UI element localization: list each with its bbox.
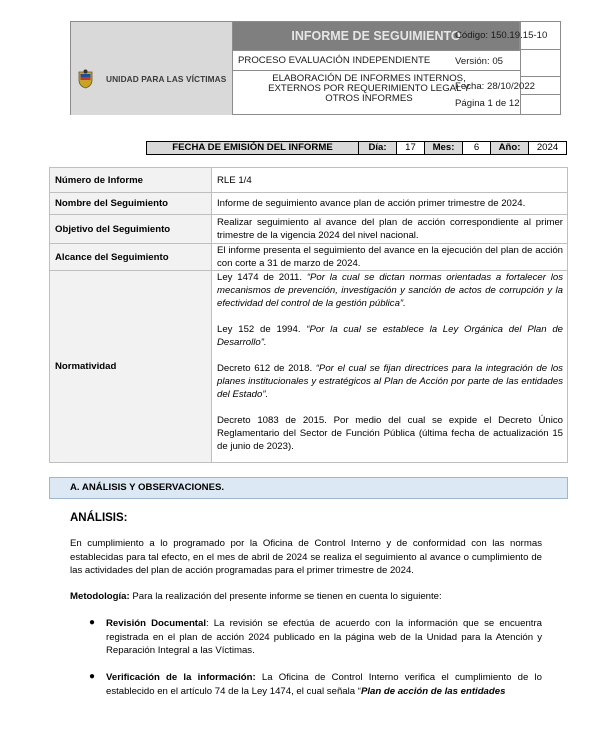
bullet-icon: ●	[89, 671, 96, 682]
document-date: Fecha: 28/10/2022	[455, 81, 536, 92]
analysis-paragraph: En cumplimiento a lo programado por la Oficina de Control Interno y de conformidad con las normas establecidas para tal efecto, en el mes de abril de 2024 se realiza el seguimiento al avance o cumplimiento de las actividades del plan de acción programadas para el primer trimestre de 2024.	[70, 538, 542, 576]
logo-text: UNIDAD PARA LAS VÍCTIMAS	[106, 74, 227, 84]
report-number-label: Número de Informe	[50, 168, 212, 192]
section-heading: A. ANÁLISIS Y OBSERVACIONES.	[49, 477, 568, 499]
scope-label: Alcance del Seguimiento	[50, 244, 212, 270]
report-title: INFORME DE SEGUIMIENTO	[233, 22, 520, 50]
month-value: 6	[463, 142, 491, 154]
document-header	[70, 21, 561, 115]
year-label: Año:	[491, 142, 529, 154]
objective-value: Realizar seguimiento al avance del plan de acción correspondiente al primer trimestre de la vigencia 2024 del nivel nacional.	[217, 217, 563, 241]
methodology-paragraph: Metodología: Para la realización del presente informe se tienen en cuenta lo siguiente:	[70, 591, 442, 602]
objective-label: Objetivo del Seguimiento	[50, 215, 212, 243]
procedure-name: ELABORACIÓN DE INFORMES INTERNOS, EXTERNOS POR REQUERIMIENTO LEGAL Y OTROS INFORMES	[268, 73, 470, 104]
bullet-icon: ●	[89, 617, 96, 628]
emission-date-row	[146, 141, 567, 155]
regulation-item: Decreto 612 de 2018. “Por el cual se fijan directrices para la integración de los planes institucionales y estratégicos al Plan de Acción por parte de las entidades del Estado”.	[217, 363, 563, 400]
month-label: Mes:	[425, 142, 463, 154]
regulation-item: Ley 1474 de 2011. “Por la cual se dictan normas orientadas a fortalecer los mecanismos de prevención, investigación y sanción de actos de corrupción y la efectividad del control de la gestión pública”.	[217, 272, 563, 309]
scope-value: El informe presenta el seguimiento del avance en la ejecución del plan de acción con corte a 31 de marzo de 2024.	[217, 245, 563, 269]
page-number: Página 1 de 12	[455, 98, 520, 109]
regulations-label: Normatividad	[50, 271, 212, 462]
day-label: Día:	[359, 142, 397, 154]
regulations-value	[212, 271, 568, 466]
tracking-name-value: Informe de seguimiento avance plan de acción primer trimestre de 2024.	[217, 198, 526, 209]
logo-area	[71, 22, 233, 115]
emission-label: FECHA DE EMISIÓN DEL INFORME	[147, 142, 359, 154]
report-number-value: RLE 1/4	[217, 175, 252, 186]
process-name: PROCESO EVALUACIÓN INDEPENDIENTE	[238, 55, 431, 66]
day-value: 17	[397, 142, 425, 154]
regulation-item: Decreto 1083 de 2015. Por medio del cual se expide el Decreto Único Reglamentario del Sector de Función Pública (última fecha de actualización 15 de junio de 2023).	[217, 415, 563, 452]
analysis-heading: ANÁLISIS:	[70, 512, 128, 524]
year-value: 2024	[536, 142, 559, 153]
document-version: Versión: 05	[455, 56, 504, 67]
tracking-name-label: Nombre del Seguimiento	[50, 193, 212, 214]
coat-of-arms-icon	[77, 69, 94, 89]
bullet-item-information-check: Verificación de la información: La Oficina de Control Interno verifica el cumplimiento de lo establecido en el artículo 74 de la Ley 1474, el cual señala “Plan de acción de las entidades	[106, 672, 542, 697]
report-info-table	[49, 167, 568, 463]
document-code: Código: 150.19.15-10	[455, 30, 548, 41]
bullet-item-document-review: Revisión Documental: La revisión se efectúa de acuerdo con la información que se encuentra registrada en el plan de acción 2024 publicado en la página web de la Unidad para la Atención y Reparación Integral a las Víctimas.	[106, 618, 542, 656]
regulation-item: Ley 152 de 1994. “Por la cual se establece la Ley Orgánica del Plan de Desarrollo”.	[217, 324, 563, 348]
